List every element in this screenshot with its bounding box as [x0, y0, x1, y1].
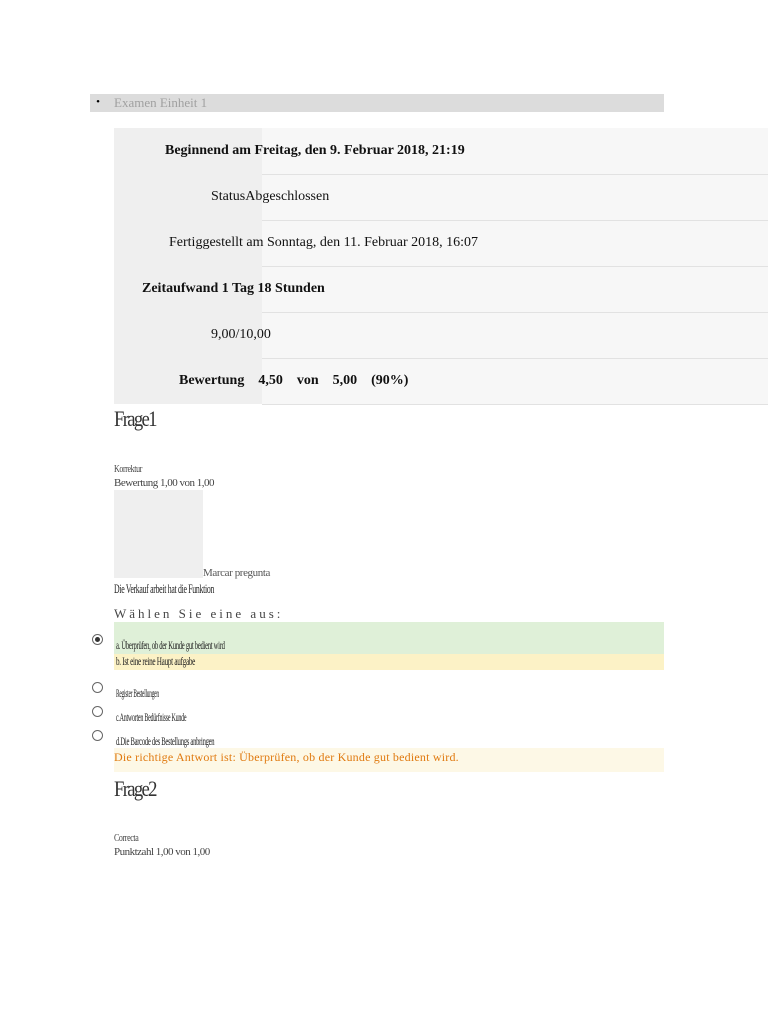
radio-option-b[interactable]	[92, 682, 103, 693]
table-row	[114, 312, 768, 358]
option-d-label[interactable]: d.Die Barcode des Bestellungs anbringen	[116, 734, 215, 748]
table-row	[114, 266, 768, 312]
question-2-score: Punktzahl 1,00 von 1,00	[114, 846, 210, 858]
started-text: Beginnend am Freitag, den 9. Februar 2018, 21:19	[165, 143, 465, 158]
breadcrumb-label[interactable]: Examen Einheit 1	[114, 95, 208, 110]
option-c-label[interactable]: c.Antworten Bedürfnisse Kunde	[116, 710, 187, 724]
status-text: StatusAbgeschlossen	[211, 189, 330, 204]
question-2-title: Frage2	[114, 776, 156, 801]
radio-option-d[interactable]	[92, 730, 103, 741]
question-1-text: Die Verkauf arbeit hat die Funktion	[114, 581, 215, 596]
table-row	[114, 220, 768, 266]
question-1-title: Frage1	[114, 406, 156, 431]
radio-option-a[interactable]	[92, 634, 103, 645]
option-register-label[interactable]: Register Bestellungen	[116, 686, 159, 700]
points-text: 9,00/10,00	[211, 327, 271, 342]
completed-text: Fertiggestellt am Sonntag, den 11. Februar 2018, 16:07	[169, 235, 478, 250]
table-row	[114, 174, 768, 220]
question-2-state: Correcta	[114, 832, 139, 844]
question-1-state: Korrektur	[114, 463, 142, 475]
question-1-score: Bewertung 1,00 von 1,00	[114, 477, 215, 489]
option-a-label[interactable]: a. Überprüfen, ob der Kunde gut bedient wird	[116, 638, 225, 652]
radio-option-c[interactable]	[92, 706, 103, 717]
flag-question-link[interactable]: Marcar pregunta	[203, 567, 270, 579]
answer-prompt: Wählen Sie eine aus:	[114, 606, 284, 621]
bullet-icon: •	[96, 96, 100, 108]
option-b-label[interactable]: b. Ist eine reine Haupt aufgabe	[116, 654, 196, 668]
table-row	[114, 128, 768, 174]
grade-text: Bewertung 4,50 von 5,00 (90%)	[179, 373, 409, 388]
correct-answer-feedback: Die richtige Antwort ist: Überprüfen, ob der Kunde gut bedient wird.	[114, 748, 664, 772]
table-row	[114, 358, 768, 404]
flag-icon[interactable]	[114, 490, 203, 578]
breadcrumb[interactable]	[90, 94, 664, 112]
duration-text: Zeitaufwand 1 Tag 18 Stunden	[142, 281, 325, 296]
attempt-summary-table	[114, 128, 768, 405]
